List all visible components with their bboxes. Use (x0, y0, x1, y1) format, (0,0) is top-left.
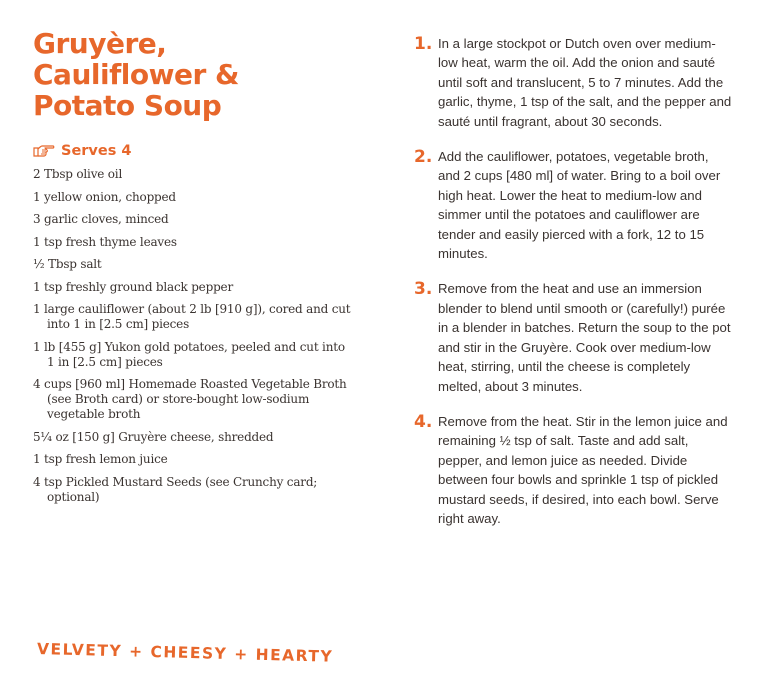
step-text: Add the cauliflower, potatoes, vegetable broth, and 2 cups [480 ml] of water. Bring to a boil over high heat. Lower the heat to medium-low and simmer until the potatoes and cauliflower are tender and easily pierced with a fork, 12 to 15 minutes. (438, 149, 721, 262)
ingredient-item: 4 tsp Pickled Mustard Seeds (see Crunchy card; optional) (33, 474, 318, 504)
step-item (414, 412, 734, 528)
step-item (414, 147, 734, 263)
step-number: 1. (414, 34, 433, 54)
step-item (414, 279, 734, 395)
ingredient-item: 3 garlic cloves, minced (33, 212, 169, 226)
step-item (414, 34, 734, 131)
ingredient-item: 1 tsp freshly ground black pepper (33, 279, 233, 294)
recipe-title-line: Potato Soup (33, 89, 222, 122)
step-number: 4. (414, 411, 433, 432)
pointing-hand-icon (33, 144, 55, 158)
recipe-tagline: VELVETY + CHEESY + HEARTY (36, 640, 334, 666)
ingredient-item: 2 Tbsp olive oil (33, 167, 123, 181)
recipe-left-column (33, 28, 353, 512)
ingredient-item: 1 yellow onion, chopped (33, 189, 176, 204)
recipe-title-line: Cauliflower & (33, 58, 239, 91)
serves-heading (33, 143, 353, 159)
serves-label: Serves 4 (61, 143, 132, 159)
ingredient-item: ½ Tbsp salt (33, 257, 102, 271)
ingredient-item: 1 lb [455 g] Yukon gold potatoes, peeled and cut into 1 in [2.5 cm] pieces (33, 339, 345, 369)
recipe-title-line: Gruyère, (33, 27, 167, 60)
step-text: Remove from the heat. Stir in the lemon juice and remaining ½ tsp of salt. Taste and add salt, pepper, and lemon juice as needed. Divide between four bowls and sprinkle 1 tsp of pickled mustard seeds, if desired, into each bowl. Serve right away. (438, 413, 728, 526)
recipe-steps (414, 34, 734, 544)
step-number: 3. (414, 279, 433, 300)
ingredient-item: 1 tsp fresh thyme leaves (33, 234, 177, 249)
recipe-title (33, 28, 353, 121)
ingredients-list (33, 167, 353, 505)
step-text: Remove from the heat and use an immersion blender to blend until smooth or (carefully!) purée in a blender in batches. Return the soup to the pot and stir in the Gruyère. Cook over medium-low heat, stirring, until the cheese is completely melted, about 3 minutes. (438, 281, 731, 394)
ingredient-item: 1 large cauliflower (about 2 lb [910 g]), cored and cut into 1 in [2.5 cm] pieces (33, 302, 351, 331)
ingredient-item: 4 cups [960 ml] Homemade Roasted Vegetable Broth (see Broth card) or store-bought low-sodium vegetable broth (33, 377, 347, 421)
ingredient-item: 5¼ oz [150 g] Gruyère cheese, shredded (33, 429, 274, 444)
ingredient-item: 1 tsp fresh lemon juice (33, 452, 168, 466)
step-text: In a large stockpot or Dutch oven over medium-low heat, warm the oil. Add the onion and sauté until soft and translucent, 5 to 7 minutes. Add the garlic, thyme, 1 tsp of the salt, and the pepper and sauté until fragrant, about 30 seconds. (438, 36, 732, 129)
step-number: 2. (414, 147, 433, 168)
